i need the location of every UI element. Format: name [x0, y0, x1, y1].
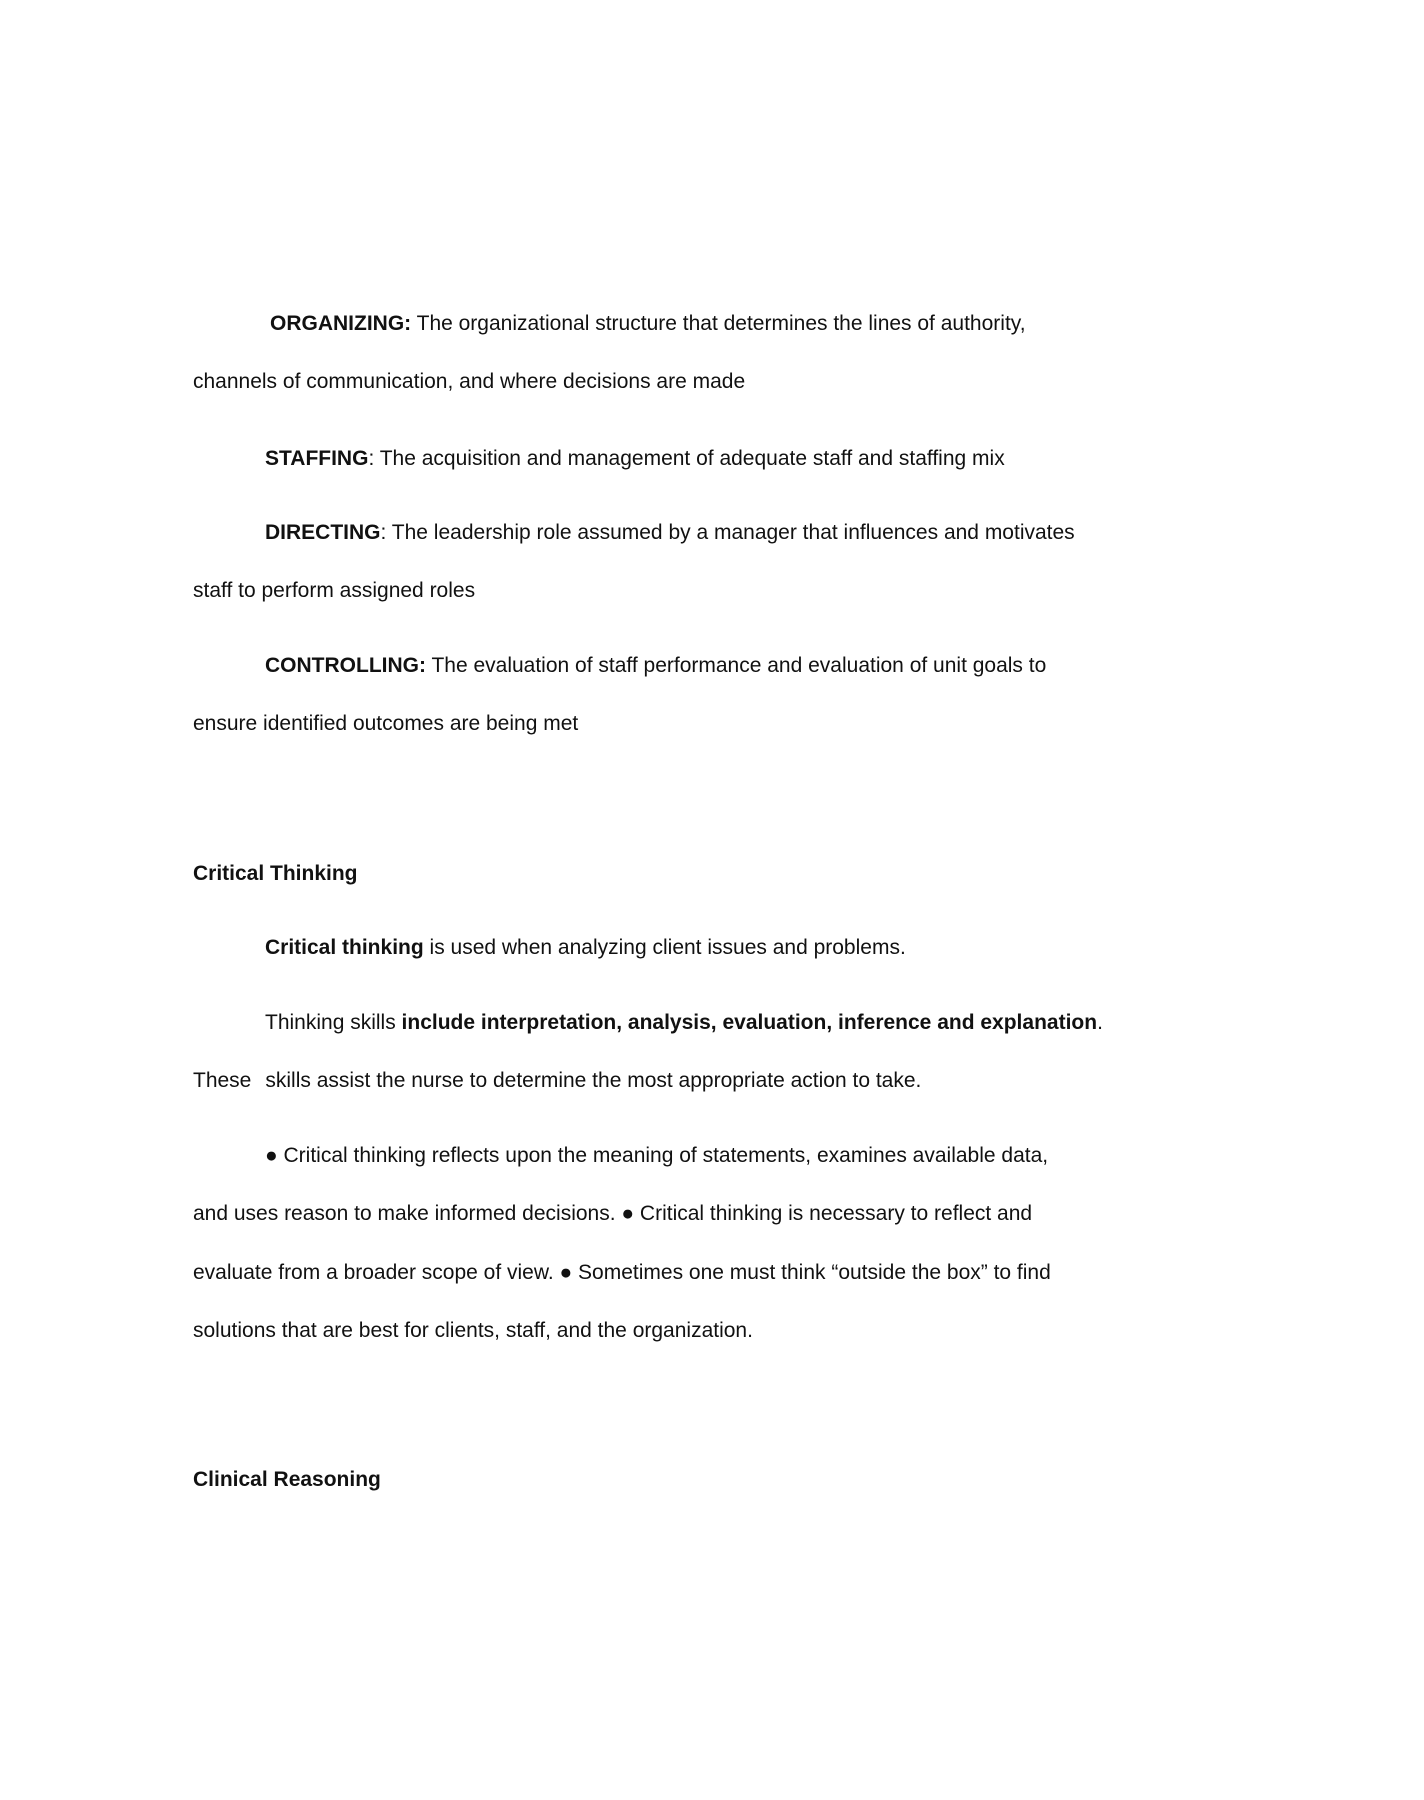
thinking-skills-end: . — [1097, 1011, 1103, 1034]
thinking-skills-line-2-rest: skills assist the nurse to determine the most appropriate action to take. — [265, 1069, 922, 1092]
controlling-line-1 — [265, 653, 1046, 679]
these-word: These — [193, 1069, 252, 1092]
directing-definition-start: : The leadership role assumed by a manager that influences and motivates — [380, 521, 1075, 544]
organizing-line-1 — [270, 311, 1026, 337]
bullets-line-2: and uses reason to make informed decisions. ● Critical thinking is necessary to reflect and — [193, 1202, 1033, 1225]
staffing-line — [265, 446, 1005, 472]
directing-term: DIRECTING — [265, 521, 381, 544]
thinking-skills-start: Thinking skills — [265, 1011, 402, 1034]
controlling-line-2: ensure identified outcomes are being met — [193, 712, 579, 735]
organizing-line-2: channels of communication, and where decisions are made — [193, 370, 746, 393]
organizing-definition-start: The organizational structure that determines the lines of authority, — [411, 312, 1026, 335]
bullets-line-4: solutions that are best for clients, staff, and the organization. — [193, 1319, 753, 1342]
bullets-line-1: ● Critical thinking reflects upon the meaning of statements, examines available data, — [265, 1144, 1049, 1167]
controlling-definition-start: The evaluation of staff performance and evaluation of unit goals to — [425, 654, 1047, 677]
organizing-term: ORGANIZING: — [270, 312, 412, 335]
thinking-skills-line-1 — [265, 1010, 1103, 1036]
critical-thinking-heading: Critical Thinking — [193, 862, 358, 885]
thinking-skills-list: include interpretation, analysis, evaluation, inference and explanation — [401, 1011, 1098, 1034]
staffing-term: STAFFING — [265, 447, 369, 470]
critical-thinking-p1-rest: is used when analyzing client issues and problems. — [423, 936, 906, 959]
directing-line-2: staff to perform assigned roles — [193, 579, 476, 602]
clinical-reasoning-heading: Clinical Reasoning — [193, 1468, 381, 1491]
controlling-term: CONTROLLING: — [265, 654, 426, 677]
staffing-definition: : The acquisition and management of adequate staff and staffing mix — [368, 447, 1005, 470]
critical-thinking-paragraph-1 — [265, 935, 906, 961]
directing-line-1 — [265, 520, 1075, 546]
thinking-skills-line-2 — [193, 1068, 921, 1094]
critical-thinking-term: Critical thinking — [265, 936, 424, 959]
bullets-line-3: evaluate from a broader scope of view. ● Sometimes one must think “outside the box” to find — [193, 1261, 1051, 1284]
